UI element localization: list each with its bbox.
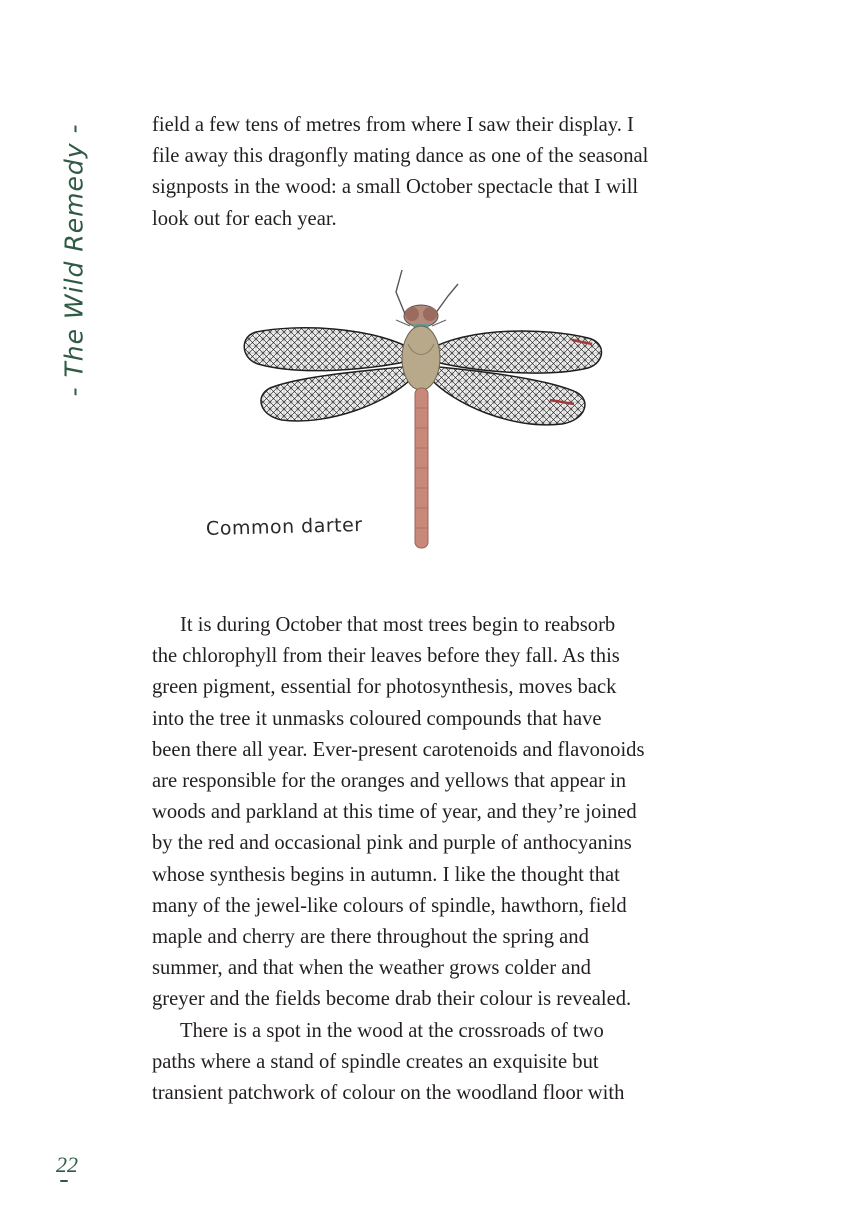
text-line: It is during October that most trees begin to reabsorb xyxy=(180,614,616,636)
text-line: many of the jewel-like colours of spindle, hawthorn, field xyxy=(152,894,627,917)
dragonfly-forewing-left xyxy=(244,328,414,371)
text-line: summer, and that when the weather grows colder and xyxy=(152,957,591,980)
text-line: paths where a stand of spindle creates an exquisite but xyxy=(152,1050,599,1073)
text-line: transient patchwork of colour on the woodland floor with xyxy=(152,1082,625,1105)
text-line: been there all year. Ever-present carotenoids and flavonoids xyxy=(152,738,645,761)
dragonfly-hindwing-left xyxy=(261,366,414,421)
text-line: There is a spot in the wood at the crossroads of two xyxy=(180,1019,604,1042)
text-line: the chlorophyll from their leaves before they fall. As this xyxy=(152,645,620,668)
dragonfly-forewing-right xyxy=(428,331,602,373)
text-line: greyer and the fields become drab their colour is revealed. xyxy=(152,988,632,1011)
text-line: file away this dragonfly mating dance as one of the seasonal xyxy=(152,145,649,168)
text-line: whose synthesis begins in autumn. I like the thought that xyxy=(152,863,620,886)
running-head-text: - The Wild Remedy - xyxy=(59,123,89,397)
text-line: into the tree it unmasks coloured compounds that have xyxy=(152,707,602,730)
text-line: green pigment, essential for photosynthesis, moves back xyxy=(152,676,617,699)
dragonfly-thorax xyxy=(402,326,440,390)
dragonfly-hindwing-right xyxy=(428,366,585,425)
folio-ornament xyxy=(60,1180,68,1182)
dragonfly-leg xyxy=(435,284,458,314)
text-line: look out for each year. xyxy=(152,207,337,230)
text-line: woods and parkland at this time of year, and they’re joined xyxy=(152,801,637,824)
page-number: 22 xyxy=(56,1152,78,1177)
text-line: signposts in the wood: a small October spectacle that I will xyxy=(152,176,639,199)
running-head xyxy=(54,120,94,400)
text-line: field a few tens of metres from where I saw their display. I xyxy=(152,114,634,136)
illustration-caption: Common darter xyxy=(205,513,363,541)
paragraph-3 xyxy=(152,1016,692,1110)
paragraph-1 xyxy=(152,110,692,235)
text-line: maple and cherry are there throughout the spring and xyxy=(152,926,589,949)
dragonfly-leg xyxy=(396,270,405,314)
text-line: are responsible for the oranges and yellows that appear in xyxy=(152,770,627,793)
text-line: by the red and occasional pink and purple of anthocyanins xyxy=(152,832,632,855)
paragraph-2 xyxy=(152,610,692,1109)
